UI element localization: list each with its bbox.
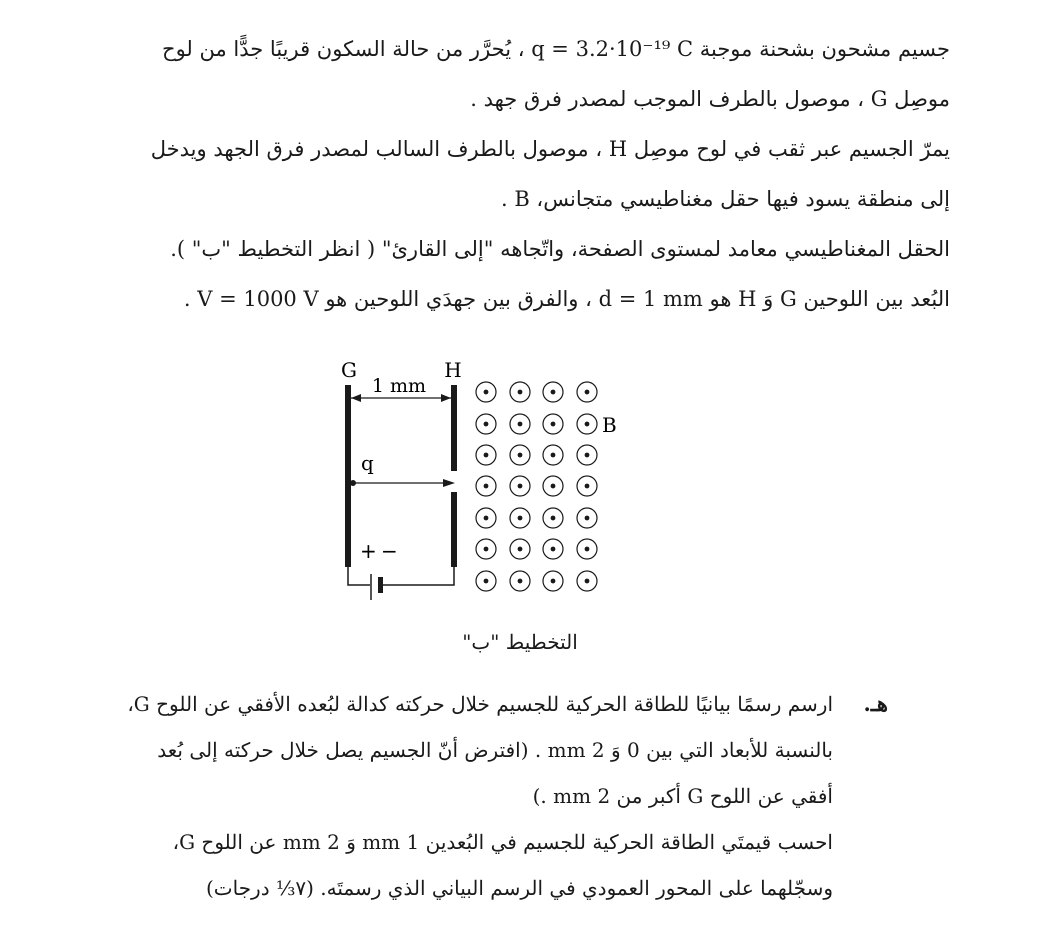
task-line-5: وسجّلهما على المحور العمودي في الرسم البياني الذي رسمتَه. (٧⅓ درجات) [205, 876, 833, 900]
plate-h-lower [451, 492, 457, 567]
task-line-1: ارسم رسمًا بيانيًا للطاقة الحركية للجسيم خلال حركته كدالة لبُعده الأفقي عن اللوح G، [127, 692, 833, 716]
intro-line-5: الحقل المغناطيسي معامد لمستوى الصفحة، واتّجاهه "إلى القارئ" ( انظر التخطيط "ب" ). [170, 237, 950, 261]
wire-left [348, 567, 370, 585]
plate-g [345, 385, 351, 567]
field-row-2 [476, 414, 597, 434]
task-line-3: أفقي عن اللوح G أكبر من 2 mm .) [532, 784, 833, 808]
field-label: B [602, 413, 617, 437]
task-line-4: احسب قيمتَي الطاقة الحركية للجسيم في البُعدين 1 mm وَ 2 mm عن اللوح G، [172, 830, 833, 854]
field-row-3 [476, 445, 597, 465]
figure-caption: التخطيط "ب" [462, 630, 578, 654]
field-row-6 [476, 539, 597, 559]
gap-arrow-left [351, 394, 361, 402]
gap-label: 1 mm [371, 375, 427, 397]
plus-sign: + [360, 539, 377, 563]
plates-field-diagram [335, 352, 635, 614]
intro-line-4: إلى منطقة يسود فيها حقل مغناطيسي متجانس، B . [500, 187, 950, 211]
wire-right [383, 567, 454, 585]
minus-sign: − [381, 539, 398, 563]
field-row-5 [476, 508, 597, 528]
trajectory-arrowhead [443, 479, 455, 487]
magnetic-field-grid [476, 382, 597, 591]
plate-h-label: H [444, 358, 462, 382]
charge-label: q [361, 451, 374, 475]
battery-short-plate [378, 577, 383, 593]
field-row-4 [476, 476, 597, 496]
intro-line-1: جسيم مشحون بشحنة موجبة q = 3.2·10⁻¹⁹ C ، يُحرَّر من حالة السكون قريبًا جدًّا من لوح [162, 37, 950, 61]
plate-h-upper [451, 385, 457, 471]
gap-arrow-right [441, 394, 451, 402]
intro-line-2: موصِل G ، موصول بالطرف الموجب لمصدر فرق جهد . [470, 87, 950, 111]
task-line-2: بالنسبة للأبعاد التي بين 0 وَ 2 mm . (افترض أنّ الجسيم يصل خلال حركته إلى بُعد [157, 738, 833, 762]
field-row-1 [476, 382, 597, 402]
task-marker: هـ. [863, 691, 888, 716]
intro-line-3: يمرّ الجسيم عبر ثقب في لوح موصِل H ، موصول بالطرف السالب لمصدر فرق الجهد ويدخل [150, 137, 950, 161]
field-row-7 [476, 571, 597, 591]
plate-g-label: G [341, 358, 357, 382]
magnetic-field-dots [484, 390, 590, 584]
intro-line-6: البُعد بين اللوحين G وَ H هو d = 1 mm ، والفرق بين جهدَي اللوحين هو V = 1000 V . [183, 287, 950, 311]
